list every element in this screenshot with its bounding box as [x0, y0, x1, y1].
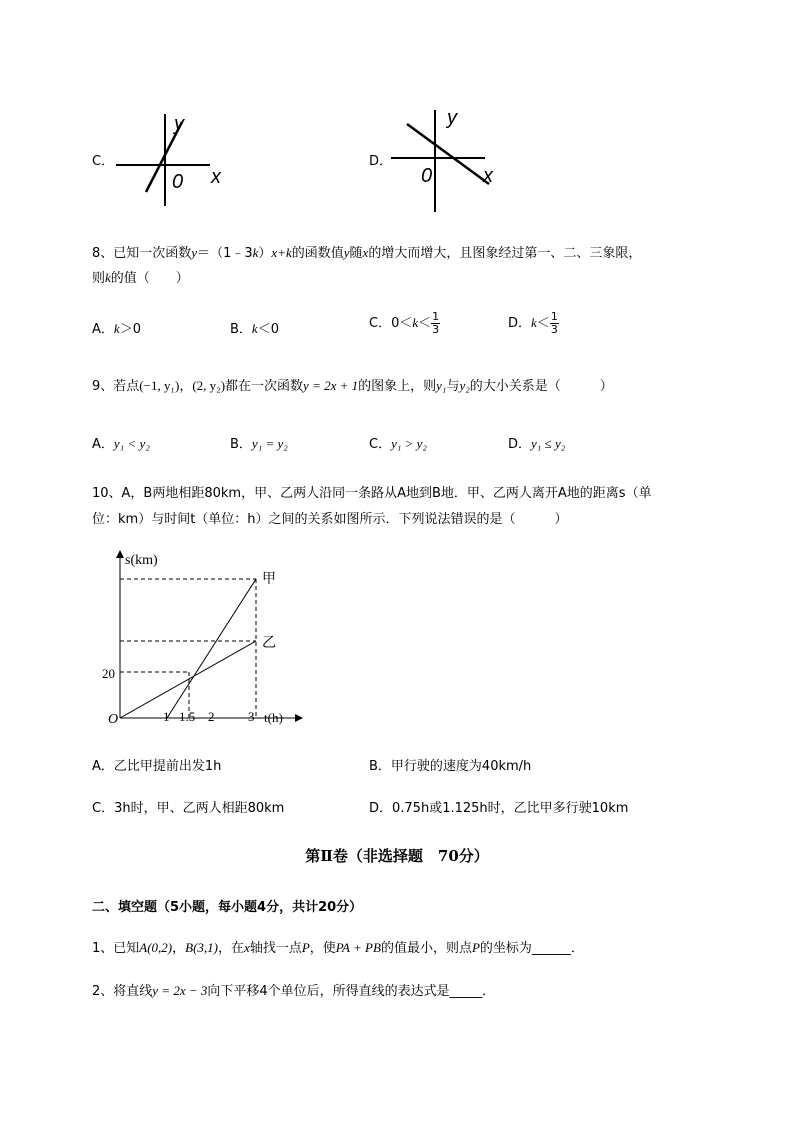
q8-b-label: B． — [230, 322, 252, 337]
q8-after-eq: 的函数值 — [291, 246, 344, 261]
q8-d-lt: ＜ — [536, 316, 550, 331]
fill1-mid3: ，使 — [309, 941, 336, 956]
q8-with: 随 — [349, 246, 363, 261]
fill1-p: P — [301, 940, 310, 955]
q7-option-c-label: C． — [92, 154, 115, 169]
q9-option-a — [92, 433, 150, 452]
q7-option-d-graph — [385, 104, 505, 216]
q8-a-label: A． — [92, 322, 114, 337]
fill1-p2: P — [471, 940, 480, 955]
q9-stem — [92, 375, 613, 394]
fill1-sep: ， — [172, 941, 186, 956]
q8-c-frac-num: 1 — [432, 310, 440, 323]
q9-y1: y₁ — [436, 378, 447, 393]
q8-d-fraction — [550, 311, 559, 336]
q8-y: y — [191, 245, 198, 260]
fill1-x: x — [244, 940, 250, 955]
q10-s-label: s(km) — [125, 553, 158, 568]
q8-a-rest: ＞0 — [119, 322, 141, 337]
q8-a-k: k — [113, 321, 120, 336]
d-y-label: y — [447, 107, 457, 129]
fill1-mid4: 的值最小，则点 — [380, 941, 472, 956]
q9-c-label: C． — [369, 437, 392, 452]
q8-x2: x — [362, 245, 369, 260]
fill1-end: 的坐标为______． — [479, 941, 584, 956]
fill1-point-a: A(0,2) — [139, 940, 173, 955]
q9-c-value: y₁ > y₂ — [391, 436, 427, 451]
q10-option-c: C．3h时，甲、乙两人相距80km — [92, 801, 285, 816]
q10-tick-1-5: 1.5 — [179, 709, 196, 724]
q8-plus-k: +k — [277, 245, 292, 260]
fill1-prefix: 1、已知 — [92, 941, 140, 956]
q8-prefix: 8、已知一次函数 — [92, 246, 192, 261]
fill1-mid1: ，在 — [218, 941, 245, 956]
q10-option-a: A．乙比甲提前出发1h — [92, 759, 222, 774]
q8-line2-post: 的值（ ） — [110, 271, 189, 286]
q8-eq-mid: ＝（1﹣3 — [197, 246, 253, 261]
fill2-end: 向下平移4个单位后，所得直线的表达式是_____． — [207, 984, 496, 999]
q9-d-value: y₁ ≤ y₂ — [531, 436, 566, 451]
q10-line2: 位：km）与时间t（单位：h）之间的关系如图所示．下列说法错误的是（ ） — [92, 512, 568, 527]
q9-point2: (2, y₂) — [192, 378, 226, 393]
q8-b-k: k — [251, 321, 258, 336]
q10-option-d: D．0.75h或1.125h时，乙比甲多行驶10km — [369, 801, 629, 816]
q8-k: k — [252, 245, 259, 260]
q9-end: 的大小关系是（ ） — [469, 379, 613, 394]
q8-b-rest: ＜0 — [257, 322, 279, 337]
q9-point1: (−1, y₁) — [139, 378, 180, 393]
q9-prefix: 9、若点 — [92, 379, 140, 394]
q9-y2: y₂ — [459, 378, 470, 393]
q10-graph — [95, 548, 305, 728]
q9-a-value: y₁ < y₂ — [113, 436, 150, 451]
q10-tick-3: 3 — [248, 709, 255, 724]
section2-heading: 二、填空题（5小题，每小题4分，共计20分） — [92, 900, 363, 915]
q8-c-fraction — [431, 311, 440, 336]
d-origin-label: 0 — [421, 165, 433, 187]
d-x-label: x — [483, 165, 493, 187]
fill-q2 — [92, 980, 495, 999]
q8-d-frac-num: 1 — [550, 310, 558, 323]
fill-q1 — [92, 937, 584, 956]
d-function-line — [407, 124, 489, 184]
q10-jia-label: 甲 — [262, 571, 276, 587]
q9-a-label: A． — [92, 437, 114, 452]
q10-option-b: B．甲行驶的速度为40km/h — [369, 759, 532, 774]
q9-option-d — [508, 433, 565, 452]
q8-option-a — [92, 318, 141, 337]
q9-option-b — [230, 433, 288, 452]
q9-d-label: D． — [508, 437, 532, 452]
q10-yi-label: 乙 — [262, 635, 276, 651]
q9-b-value: y₁ = y₂ — [251, 436, 288, 451]
q8-d-label: D． — [508, 316, 532, 331]
q8-option-b — [230, 318, 279, 337]
fill2-prefix: 2、将直线 — [92, 984, 153, 999]
q9-func: y = 2x + 1 — [303, 378, 359, 393]
c-origin-label: 0 — [172, 171, 184, 193]
fill2-expr: y = 2x − 3 — [152, 983, 208, 998]
q7-option-d-label: D． — [369, 154, 393, 169]
q9-sep: ， — [179, 379, 193, 394]
q10-t-label: t(h) — [264, 710, 283, 725]
fill1-expr: PA + PB — [335, 940, 381, 955]
q9-and: 与 — [446, 379, 460, 394]
q9-option-c — [369, 433, 427, 452]
c-x-label: x — [211, 166, 221, 188]
q9-mid: 都在一次函数 — [225, 379, 304, 394]
section2-title: 第Ⅱ卷（非选择题 70分） — [305, 847, 489, 865]
q7-option-c-graph — [110, 110, 230, 210]
q10-origin: O — [108, 712, 119, 727]
q8-c-frac-den: 3 — [432, 323, 440, 336]
q8-line2-pre: 则 — [92, 271, 106, 286]
q8-value-y: y — [343, 245, 350, 260]
q10-s-axis-arrow — [116, 550, 124, 558]
q8-option-d — [508, 311, 559, 336]
q8-d-k: k — [531, 315, 537, 330]
q8-option-c — [369, 311, 440, 336]
q8-line1 — [92, 242, 641, 261]
q8-line2 — [92, 267, 189, 286]
q10-t-axis-arrow — [295, 714, 303, 722]
q9-b-label: B． — [230, 437, 252, 452]
q10-tick-20: 20 — [102, 666, 115, 681]
fill1-point-b: B(3,1) — [185, 940, 219, 955]
q10-tick-2: 2 — [208, 709, 215, 724]
q9-after: 的图象上，则 — [358, 379, 437, 394]
q10-tick-1: 1 — [163, 709, 170, 724]
q10-line-yi — [120, 641, 256, 718]
q8-d-frac-den: 3 — [550, 323, 558, 336]
q8-x: x — [271, 245, 278, 260]
q8-rest: 的增大而增大，且图象经过第一、二、三象限， — [368, 246, 642, 261]
q8-c-k: k — [412, 315, 419, 330]
c-y-label: y — [174, 113, 184, 135]
q8-eq-close: ） — [258, 246, 272, 261]
fill1-mid2: 轴找一点 — [249, 941, 302, 956]
q8-line2-k: k — [105, 270, 111, 285]
q8-c-label: C． — [369, 316, 392, 331]
q8-c-lt: ＜ — [418, 316, 432, 331]
q8-c-pre: 0＜ — [391, 316, 413, 331]
q10-line1: 10、A，B两地相距80km，甲、乙两人沿同一条路从A地到B地．甲、乙两人离开A地的距离s（单 — [92, 486, 652, 501]
